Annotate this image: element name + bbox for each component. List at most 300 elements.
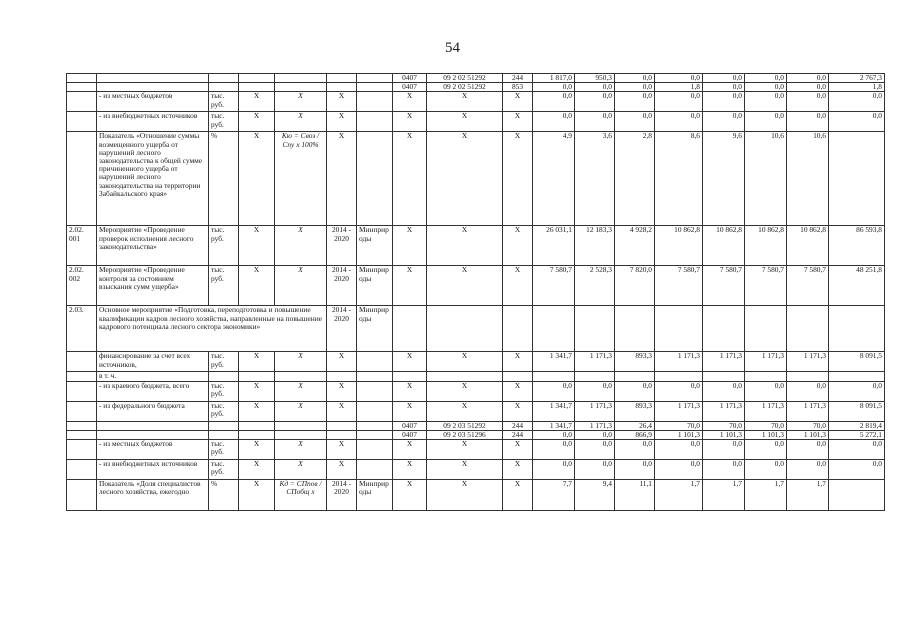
cell-formula: Кд = СПпов / СПобщ х [275, 480, 327, 511]
cell-period: X [327, 112, 357, 132]
cell-y2018: 10 862,8 [703, 226, 745, 266]
cell-executor [357, 372, 393, 381]
cell-kcsr: X [427, 226, 503, 266]
cell-y2018 [703, 372, 745, 381]
cell-executor [357, 460, 393, 480]
cell-period: X [327, 460, 357, 480]
cell-empty [575, 306, 615, 352]
cell-resp [239, 74, 275, 83]
cell-kcsr: 09 2 02 51292 [427, 83, 503, 92]
cell-y2019: 10,6 [745, 132, 787, 226]
cell-y2018: 0,0 [703, 440, 745, 460]
cell-y2016: 893,3 [615, 352, 655, 372]
cell-grbs: X [393, 226, 427, 266]
cell-y2018: 7 580,7 [703, 266, 745, 306]
cell-code [67, 112, 97, 132]
cell-y2020: 0,0 [787, 381, 829, 401]
cell-y2016: 0,0 [615, 74, 655, 83]
cell-formula: X [275, 226, 327, 266]
cell-y2015: 3,6 [575, 132, 615, 226]
cell-y2020 [787, 372, 829, 381]
cell-grbs: X [393, 92, 427, 112]
cell-resp: X [239, 480, 275, 511]
cell-resp [239, 372, 275, 381]
cell-code: 2.03. [67, 306, 97, 352]
cell-kcsr: X [427, 266, 503, 306]
cell-kvr: 244 [503, 430, 533, 439]
cell-kvr: X [503, 226, 533, 266]
cell-y2019 [745, 372, 787, 381]
cell-resp: X [239, 460, 275, 480]
cell-y2016: 0,0 [615, 83, 655, 92]
cell-period: X [327, 92, 357, 112]
cell-unit [209, 430, 239, 439]
cell-y2020: 0,0 [787, 83, 829, 92]
page-number: 54 [445, 40, 460, 56]
cell-y2014: 0,0 [533, 83, 575, 92]
cell-period: X [327, 352, 357, 372]
cell-resp [239, 430, 275, 439]
table-row [67, 352, 885, 372]
cell-grbs [393, 372, 427, 381]
cell-unit: % [209, 132, 239, 226]
cell-period [327, 421, 357, 430]
cell-y2014: 1 817,0 [533, 74, 575, 83]
cell-kvr: X [503, 460, 533, 480]
cell-y2017: 0,0 [655, 460, 703, 480]
cell-code [67, 440, 97, 460]
cell-name: в т. ч. [97, 372, 209, 381]
cell-formula: X [275, 440, 327, 460]
cell-code [67, 460, 97, 480]
cell-y2018: 1 171,3 [703, 401, 745, 421]
cell-y2019: 70,0 [745, 421, 787, 430]
cell-total [829, 480, 885, 511]
cell-code: 2.02. 002 [67, 266, 97, 306]
cell-formula: X [275, 92, 327, 112]
cell-grbs: X [393, 401, 427, 421]
cell-kcsr: X [427, 460, 503, 480]
cell-y2014 [533, 372, 575, 381]
cell-y2015 [575, 372, 615, 381]
cell-code [67, 401, 97, 421]
cell-total: 86 593,8 [829, 226, 885, 266]
cell-y2015: 1 171,3 [575, 401, 615, 421]
cell-kcsr: X [427, 92, 503, 112]
cell-y2017: 0,0 [655, 92, 703, 112]
cell-formula: X [275, 266, 327, 306]
cell-y2019: 0,0 [745, 440, 787, 460]
cell-code [67, 381, 97, 401]
cell-empty [787, 306, 829, 352]
cell-y2015: 0,0 [575, 460, 615, 480]
cell-y2015: 12 183,3 [575, 226, 615, 266]
cell-y2018: 1 171,3 [703, 352, 745, 372]
cell-y2018: 0,0 [703, 74, 745, 83]
cell-unit: тыс. руб. [209, 266, 239, 306]
table-row [67, 112, 885, 132]
cell-y2014: 0,0 [533, 112, 575, 132]
cell-kcsr: X [427, 352, 503, 372]
cell-y2016: 26,4 [615, 421, 655, 430]
cell-y2019: 7 580,7 [745, 266, 787, 306]
table-row [67, 306, 885, 352]
table-row [67, 74, 885, 83]
cell-formula [275, 421, 327, 430]
cell-formula: X [275, 352, 327, 372]
cell-y2014: 0,0 [533, 381, 575, 401]
cell-y2014: 26 031,1 [533, 226, 575, 266]
cell-y2014: 7 580,7 [533, 266, 575, 306]
table-row [67, 460, 885, 480]
cell-grbs: X [393, 381, 427, 401]
cell-resp: X [239, 92, 275, 112]
cell-formula: Кю = Своз / Спу х 100% [275, 132, 327, 226]
cell-grbs: X [393, 352, 427, 372]
cell-grbs: 0407 [393, 83, 427, 92]
cell-kcsr: 09 2 03 51296 [427, 430, 503, 439]
cell-kvr: 853 [503, 83, 533, 92]
cell-period: 2014 - 2020 [327, 480, 357, 511]
cell-kcsr [427, 372, 503, 381]
cell-code [67, 132, 97, 226]
cell-empty [655, 306, 703, 352]
cell-y2017: 1,7 [655, 480, 703, 511]
cell-name [97, 74, 209, 83]
cell-period [327, 74, 357, 83]
cell-resp: X [239, 440, 275, 460]
table-row [67, 381, 885, 401]
cell-period: X [327, 440, 357, 460]
cell-kvr: 244 [503, 74, 533, 83]
cell-period: 2014 - 2020 [327, 226, 357, 266]
cell-executor: Минприроды [357, 266, 393, 306]
cell-period [327, 83, 357, 92]
cell-y2018: 70,0 [703, 421, 745, 430]
cell-grbs: 0407 [393, 430, 427, 439]
cell-y2020: 7 580,7 [787, 266, 829, 306]
cell-y2017: 10 862,8 [655, 226, 703, 266]
cell-y2018: 0,0 [703, 112, 745, 132]
cell-period [327, 430, 357, 439]
cell-kcsr: 09 2 02 51292 [427, 74, 503, 83]
cell-unit: тыс. руб. [209, 381, 239, 401]
cell-y2020: 1 171,3 [787, 352, 829, 372]
cell-y2017: 7 580,7 [655, 266, 703, 306]
cell-executor: Минприроды [357, 306, 393, 352]
cell-resp: X [239, 352, 275, 372]
cell-grbs: X [393, 480, 427, 511]
cell-formula: X [275, 112, 327, 132]
cell-y2020: 70,0 [787, 421, 829, 430]
cell-kvr: X [503, 266, 533, 306]
cell-y2016: 0,0 [615, 440, 655, 460]
table-row [67, 372, 885, 381]
cell-kvr: X [503, 112, 533, 132]
cell-y2020: 0,0 [787, 440, 829, 460]
cell-unit [209, 74, 239, 83]
table-row [67, 226, 885, 266]
cell-y2020: 1,7 [787, 480, 829, 511]
cell-unit: % [209, 480, 239, 511]
cell-name: Основное мероприятие «Подготовка, переподготовка и повышение квалификации кадров лесного хозяйства, направленные на повышение кадрового потенциала лесного сектора экономики» [97, 306, 327, 352]
cell-name: - из краевого бюджета, всего [97, 381, 209, 401]
cell-y2019: 10 862,8 [745, 226, 787, 266]
cell-y2018: 1 101,3 [703, 430, 745, 439]
cell-y2017: 1 171,3 [655, 401, 703, 421]
cell-y2014: 1 341,7 [533, 352, 575, 372]
cell-y2016 [615, 372, 655, 381]
cell-y2017: 1,8 [655, 83, 703, 92]
cell-y2020: 1 171,3 [787, 401, 829, 421]
cell-formula: X [275, 460, 327, 480]
cell-resp [239, 83, 275, 92]
cell-y2016: 0,0 [615, 112, 655, 132]
cell-unit: тыс. руб. [209, 460, 239, 480]
cell-resp [239, 421, 275, 430]
cell-y2018: 0,0 [703, 92, 745, 112]
cell-unit [209, 421, 239, 430]
cell-resp: X [239, 132, 275, 226]
cell-kcsr: X [427, 440, 503, 460]
cell-y2014: 4,9 [533, 132, 575, 226]
table-row [67, 421, 885, 430]
cell-executor [357, 421, 393, 430]
cell-total: 0,0 [829, 381, 885, 401]
cell-formula: X [275, 401, 327, 421]
cell-executor [357, 430, 393, 439]
cell-formula [275, 430, 327, 439]
cell-executor: Минприроды [357, 480, 393, 511]
cell-executor: Минприроды [357, 226, 393, 266]
cell-grbs: X [393, 440, 427, 460]
cell-total: 48 251,8 [829, 266, 885, 306]
cell-empty [533, 306, 575, 352]
cell-kvr: X [503, 480, 533, 511]
cell-executor [357, 74, 393, 83]
cell-y2020: 0,0 [787, 112, 829, 132]
cell-unit: тыс. руб. [209, 440, 239, 460]
cell-total: 2 767,3 [829, 74, 885, 83]
cell-period: X [327, 132, 357, 226]
cell-y2018: 9,6 [703, 132, 745, 226]
cell-kvr: X [503, 381, 533, 401]
cell-unit: тыс. руб. [209, 401, 239, 421]
cell-y2019: 0,0 [745, 460, 787, 480]
cell-unit [209, 372, 239, 381]
cell-kvr: 244 [503, 421, 533, 430]
cell-resp: X [239, 266, 275, 306]
cell-y2018: 0,0 [703, 83, 745, 92]
cell-total: 5 272,1 [829, 430, 885, 439]
cell-total: 0,0 [829, 112, 885, 132]
cell-y2019: 1,7 [745, 480, 787, 511]
cell-executor [357, 83, 393, 92]
cell-y2015: 0,0 [575, 430, 615, 439]
cell-y2016: 11,1 [615, 480, 655, 511]
cell-kvr: X [503, 401, 533, 421]
cell-code [67, 352, 97, 372]
cell-name: - из федерального бюджета [97, 401, 209, 421]
cell-y2020: 0,0 [787, 460, 829, 480]
cell-y2019: 1 171,3 [745, 352, 787, 372]
table-row [67, 401, 885, 421]
cell-kcsr: X [427, 401, 503, 421]
cell-kcsr: 09 2 03 51292 [427, 421, 503, 430]
cell-kcsr: X [427, 381, 503, 401]
cell-kvr: X [503, 132, 533, 226]
cell-unit: тыс. руб. [209, 92, 239, 112]
cell-empty [745, 306, 787, 352]
cell-executor [357, 401, 393, 421]
cell-unit: тыс. руб. [209, 112, 239, 132]
cell-total: 0,0 [829, 440, 885, 460]
cell-y2014: 1 341,7 [533, 401, 575, 421]
cell-y2015: 9,4 [575, 480, 615, 511]
cell-grbs: 0407 [393, 74, 427, 83]
cell-total: 2 819,4 [829, 421, 885, 430]
cell-formula [275, 83, 327, 92]
cell-total [829, 372, 885, 381]
cell-y2016: 0,0 [615, 381, 655, 401]
cell-executor [357, 381, 393, 401]
cell-y2014: 0,0 [533, 460, 575, 480]
cell-y2018: 0,0 [703, 381, 745, 401]
table-row [67, 440, 885, 460]
cell-empty [829, 306, 885, 352]
cell-kvr: X [503, 352, 533, 372]
cell-total: 1,8 [829, 83, 885, 92]
cell-y2017: 0,0 [655, 381, 703, 401]
cell-y2016: 0,0 [615, 460, 655, 480]
cell-y2015: 0,0 [575, 92, 615, 112]
cell-y2017: 8,6 [655, 132, 703, 226]
cell-total [829, 132, 885, 226]
cell-y2020: 0,0 [787, 92, 829, 112]
cell-kcsr: X [427, 112, 503, 132]
table-body [67, 74, 885, 511]
cell-y2015: 0,0 [575, 112, 615, 132]
cell-y2014: 7,7 [533, 480, 575, 511]
cell-y2019: 0,0 [745, 92, 787, 112]
table-row [67, 92, 885, 112]
cell-name [97, 430, 209, 439]
cell-empty [503, 306, 533, 352]
cell-executor [357, 92, 393, 112]
cell-total: 8 091,5 [829, 401, 885, 421]
cell-code [67, 92, 97, 112]
table-row [67, 480, 885, 511]
cell-y2015: 0,0 [575, 83, 615, 92]
cell-y2014: 0,0 [533, 430, 575, 439]
cell-name: Мероприятие «Проведение проверок исполнения лесного законодательства» [97, 226, 209, 266]
cell-y2018: 0,0 [703, 460, 745, 480]
cell-formula: X [275, 381, 327, 401]
cell-name: Мероприятие «Проведение контроля за состоянием взыскания сумм ущерба» [97, 266, 209, 306]
cell-executor [357, 352, 393, 372]
cell-code [67, 372, 97, 381]
cell-resp: X [239, 226, 275, 266]
cell-code [67, 421, 97, 430]
cell-y2020: 10,6 [787, 132, 829, 226]
cell-y2019: 0,0 [745, 381, 787, 401]
cell-y2015: 2 528,3 [575, 266, 615, 306]
cell-y2019: 1 171,3 [745, 401, 787, 421]
cell-period: 2014 - 2020 [327, 306, 357, 352]
cell-name: - из внебюджетных источников [97, 112, 209, 132]
cell-period: 2014 - 2020 [327, 266, 357, 306]
cell-formula [275, 74, 327, 83]
table-row [67, 266, 885, 306]
cell-total: 8 091,5 [829, 352, 885, 372]
cell-y2020: 1 101,3 [787, 430, 829, 439]
cell-name [97, 83, 209, 92]
cell-grbs: X [393, 266, 427, 306]
cell-total: 0,0 [829, 92, 885, 112]
cell-grbs: X [393, 132, 427, 226]
cell-y2017: 70,0 [655, 421, 703, 430]
cell-name: - из внебюджетных источников [97, 460, 209, 480]
cell-kvr [503, 372, 533, 381]
cell-y2016: 2,8 [615, 132, 655, 226]
cell-y2016: 7 820,0 [615, 266, 655, 306]
cell-y2020: 10 862,8 [787, 226, 829, 266]
cell-y2015: 1 171,3 [575, 421, 615, 430]
cell-y2017: 0,0 [655, 440, 703, 460]
cell-kvr: X [503, 92, 533, 112]
cell-code [67, 430, 97, 439]
cell-y2017: 0,0 [655, 74, 703, 83]
cell-grbs: X [393, 112, 427, 132]
cell-y2020: 0,0 [787, 74, 829, 83]
cell-unit: тыс. руб. [209, 352, 239, 372]
cell-resp: X [239, 112, 275, 132]
cell-resp: X [239, 401, 275, 421]
cell-executor [357, 112, 393, 132]
cell-code: 2.02. 001 [67, 226, 97, 266]
cell-y2018: 1,7 [703, 480, 745, 511]
cell-empty [703, 306, 745, 352]
cell-name: - из местных бюджетов [97, 440, 209, 460]
cell-y2015: 0,0 [575, 381, 615, 401]
cell-y2017: 1 101,3 [655, 430, 703, 439]
cell-code [67, 83, 97, 92]
cell-y2014: 1 341,7 [533, 421, 575, 430]
table-row [67, 132, 885, 226]
program-financing-table [66, 73, 885, 511]
cell-y2016: 0,0 [615, 92, 655, 112]
cell-y2017: 0,0 [655, 112, 703, 132]
cell-y2015: 1 171,3 [575, 352, 615, 372]
cell-code [67, 74, 97, 83]
cell-y2014: 0,0 [533, 440, 575, 460]
cell-y2015: 950,3 [575, 74, 615, 83]
cell-period [327, 372, 357, 381]
cell-y2019: 0,0 [745, 112, 787, 132]
cell-name [97, 421, 209, 430]
cell-y2017: 1 171,3 [655, 352, 703, 372]
cell-empty [615, 306, 655, 352]
cell-y2015: 0,0 [575, 440, 615, 460]
cell-name: - из местных бюджетов [97, 92, 209, 112]
cell-kcsr: X [427, 480, 503, 511]
cell-empty [427, 306, 503, 352]
cell-y2016: 866,9 [615, 430, 655, 439]
cell-unit [209, 83, 239, 92]
cell-kcsr: X [427, 132, 503, 226]
cell-name: Показатель «Доля специалистов лесного хозяйства, ежегодно [97, 480, 209, 511]
cell-name: Показатель «Отношение суммы возмещенного ущерба от нарушений лесного законодательства к общей сумме причиненного ущерба от нарушений лесного законодательства на территории Забайкальского края» [97, 132, 209, 226]
